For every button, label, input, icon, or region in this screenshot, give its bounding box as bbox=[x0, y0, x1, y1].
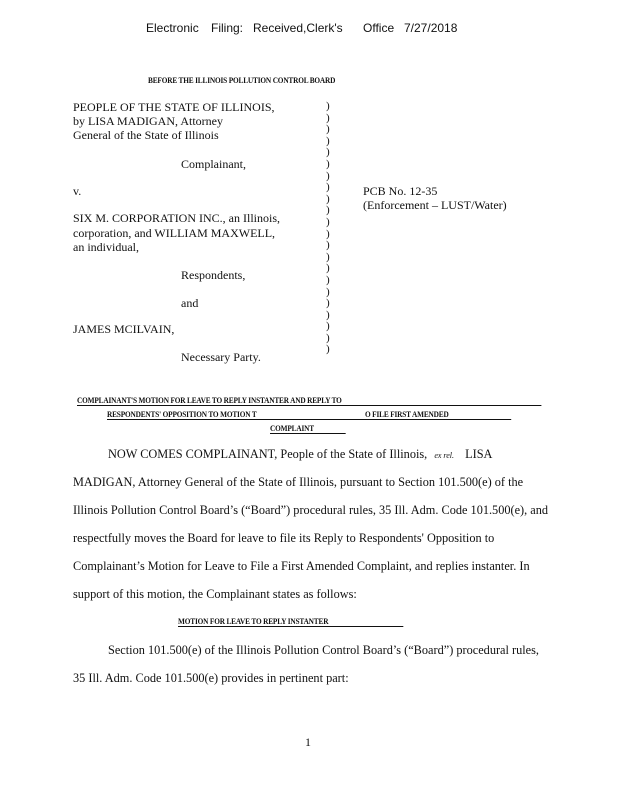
plaintiff-line-2: by LISA MADIGAN, Attorney bbox=[73, 114, 223, 128]
necessary-party-label: Necessary Party. bbox=[181, 350, 261, 364]
plaintiff-line-3: General of the State of Illinois bbox=[73, 128, 219, 142]
versus-label: v. bbox=[73, 184, 82, 198]
defendant-line-3: an individual, bbox=[73, 240, 139, 254]
header-electronic: Electronic bbox=[146, 21, 199, 35]
caption-paren-column: ) ) ) ) ) ) ) ) ) ) ) ) ) ) ) ) ) ) ) ) ) ) bbox=[326, 100, 330, 356]
header-received: Received,Clerk's bbox=[253, 21, 343, 35]
motion-title-line-3: COMPLAINT bbox=[270, 423, 346, 434]
court-title: BEFORE THE ILLINOIS POLLUTION CONTROL BOARD bbox=[148, 75, 336, 85]
intro-line-6: support of this motion, the Complainant states as follows: bbox=[73, 587, 357, 601]
case-number: PCB No. 12-35 bbox=[363, 184, 438, 198]
intro-line-2: MADIGAN, Attorney General of the State of Illinois, pursuant to Section 101.500(e) of the bbox=[73, 475, 524, 489]
section-heading: MOTION FOR LEAVE TO REPLY INSTANTER bbox=[178, 616, 403, 627]
now-comes-text: NOW COMES COMPLAINANT, People of the State of Illinois, bbox=[108, 447, 428, 461]
plaintiff-line-1: PEOPLE OF THE STATE OF ILLINOIS, bbox=[73, 100, 275, 114]
defendant-line-1: SIX M. CORPORATION INC., an Illinois, bbox=[73, 211, 281, 225]
ex-rel-text: ex rel. bbox=[434, 451, 455, 460]
intro-line-5: Complainant’s Motion for Leave to File a First Amended Complaint, and replies instanter. In bbox=[73, 559, 530, 573]
motion-title-line-1: COMPLAINANT'S MOTION FOR LEAVE TO REPLY INSTANTER AND REPLY TO bbox=[77, 395, 541, 406]
third-party-name: JAMES MCILVAIN, bbox=[73, 322, 175, 336]
header-date: 7/27/2018 bbox=[404, 21, 458, 35]
defendant-line-2: corporation, and WILLIAM MAXWELL, bbox=[73, 226, 276, 240]
header-office: Office bbox=[363, 21, 395, 35]
intro-line-1 bbox=[108, 447, 492, 462]
complainant-label: Complainant, bbox=[181, 157, 246, 171]
and-label: and bbox=[181, 296, 199, 310]
enforcement-type: (Enforcement – LUST/Water) bbox=[363, 198, 507, 212]
section-text-line-2: 35 Ill. Adm. Code 101.500(e) provides in pertinent part: bbox=[73, 671, 349, 685]
intro-line-4: respectfully moves the Board for leave to file its Reply to Respondents' Opposition to bbox=[73, 531, 495, 545]
header-filing: Filing: bbox=[211, 21, 244, 35]
motion-title-line-2b: O FILE FIRST AMENDED bbox=[365, 409, 511, 420]
section-text-line-1: Section 101.500(e) of the Illinois Pollution Control Board’s (“Board”) procedural rules, bbox=[108, 643, 539, 657]
motion-title-line-2a: RESPONDENTS' OPPOSITION TO MOTION T bbox=[107, 409, 365, 420]
intro-line-3: Illinois Pollution Control Board’s (“Board”) procedural rules, 35 Ill. Adm. Code 101.500(e), and bbox=[73, 503, 549, 517]
lisa-text: LISA bbox=[465, 447, 493, 461]
respondents-label: Respondents, bbox=[181, 268, 246, 282]
page-number: 1 bbox=[305, 735, 311, 749]
